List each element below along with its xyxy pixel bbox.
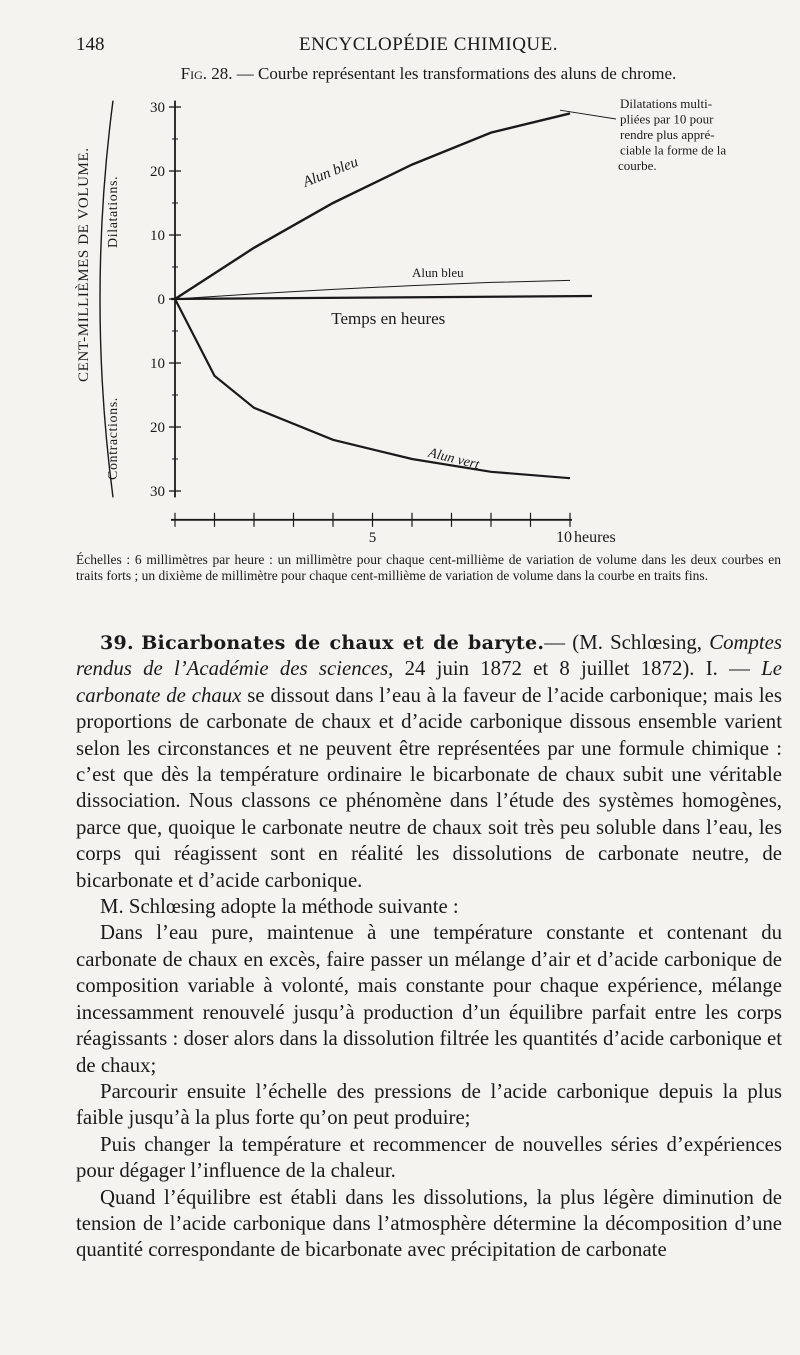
paragraph: Puis changer la température et recommencer de nouvelles séries d’expériences pour dégager l’influence de la chaleur. — [76, 1132, 782, 1183]
figure-label: Fig. 28. — [180, 64, 233, 83]
y-tick-label: 10 — [150, 228, 165, 244]
page-header — [76, 34, 781, 58]
y-tick-label: 0 — [157, 292, 165, 308]
paragraph: Dans l’eau pure, maintenue à une température constante et contenant du carbonate de chaux en excès, faire passer un mélange d’air et d’acide carbonique de composition variable à volonté, mais constante pour chaque expérience, mélange incessamment renouvelé jusqu’à production d’un équilibre parfait entre les corps réagissants : doser alors dans la dissolution filtrée les quantités d’acide carbonique et de chaux; — [76, 921, 782, 1077]
source-dates: , 24 juin 1872 et 8 juillet 1872). I. — — [388, 657, 762, 681]
paragraph: Quand l’équilibre est établi dans les dissolutions, la plus légère diminution de tension de l’acide carbonique dans l’atmosphère détermine la décomposition d’une quantité correspondante de bicarbonate avec précipitation de carbonate — [76, 1185, 782, 1262]
annotation-line: Dilatations multi- — [620, 96, 713, 111]
paragraph: M. Schlœsing adopte la méthode suivante : — [100, 895, 459, 919]
series-label-alun-vert: Alun vert — [426, 445, 481, 473]
series-label-alun-bleu-thick: Alun bleu — [300, 154, 361, 191]
y-axis-dilatations-label: Dilatations. — [106, 175, 121, 248]
source-title: Comptes rendus de l’Académie des sciences — [76, 631, 782, 681]
chart-svg — [70, 92, 785, 552]
paragraph — [76, 630, 782, 894]
x-tick-label: 5 — [368, 529, 377, 546]
intro-italic: Le carbonate de chaux — [76, 657, 782, 707]
section-number: 39. — [100, 632, 134, 654]
running-title: ENCYCLOPÉDIE CHIMIQUE. — [298, 34, 559, 55]
chart-figure — [70, 92, 785, 552]
section-title: Bicarbonates de chaux et de baryte. — [141, 632, 545, 654]
zero-line — [171, 296, 592, 299]
y-tick-label: 10 — [150, 356, 165, 372]
y-axis-contractions-label: Contractions. — [106, 397, 121, 480]
x-axis-unit: heures — [574, 528, 616, 546]
annotation-line: ciable la forme de la — [620, 142, 727, 158]
y-axis-outer-label: CENT-MILLIÈMES DE VOLUME. — [76, 147, 92, 382]
section-dash: — (M. Schlœsing, — [544, 631, 710, 654]
series-line-alun-bleu-thick — [175, 113, 570, 299]
body-text — [76, 630, 782, 1264]
y-tick-label: 20 — [150, 164, 165, 180]
figure-caption — [76, 64, 781, 84]
figure-caption-text: — Courbe représentant les transformations des aluns de chrome. — [236, 64, 677, 83]
annotation-line: courbe. — [618, 158, 657, 173]
paragraph: Parcourir ensuite l’échelle des pressions de l’acide carbonique depuis la plus faible jusqu’à la plus forte qu’on peut produire; — [76, 1079, 782, 1130]
series-label-alun-bleu-thin: Alun bleu — [412, 265, 464, 280]
x-tick-label: 10 — [556, 528, 572, 546]
y-tick-label: 20 — [150, 420, 165, 436]
scales-note: Échelles : 6 millimètres par heure : un millimètre pour chaque cent-millième de variation de volume dans les deux courbes en traits forts ; un dixième de millimètre pour chaque cent-millième de variation de volume dans la courbe en traits fins. — [76, 552, 781, 583]
annotation-line: rendre plus appré- — [620, 127, 715, 142]
annotation-line: pliées par 10 pour — [620, 111, 714, 127]
y-tick-label: 30 — [150, 100, 165, 116]
paragraph-text: se dissout dans l’eau à la faveur de l’acide carbonique; mais les proportions de carbonate de chaux et d’acide carbonique dissous ensemble varient selon les circonstances et ne peuvent être représentées par une formule chimique : c’est que dès la température ordinaire le bicarbonate de chaux subit une véritable dissociation. Nous classons ce phénomène dans l’étude des systèmes homogènes, parce que, quoique le carbonate neutre de chaux soit très peu soluble dans l’eau, les corps qui réagissent sont en réalité les dissolutions de carbonate neutre, de bicarbonate et d’acide carbonique. — [76, 683, 782, 892]
x-axis-label: Temps en heures — [331, 309, 446, 328]
y-tick-label: 30 — [150, 484, 165, 500]
page-number: 148 — [76, 34, 105, 55]
